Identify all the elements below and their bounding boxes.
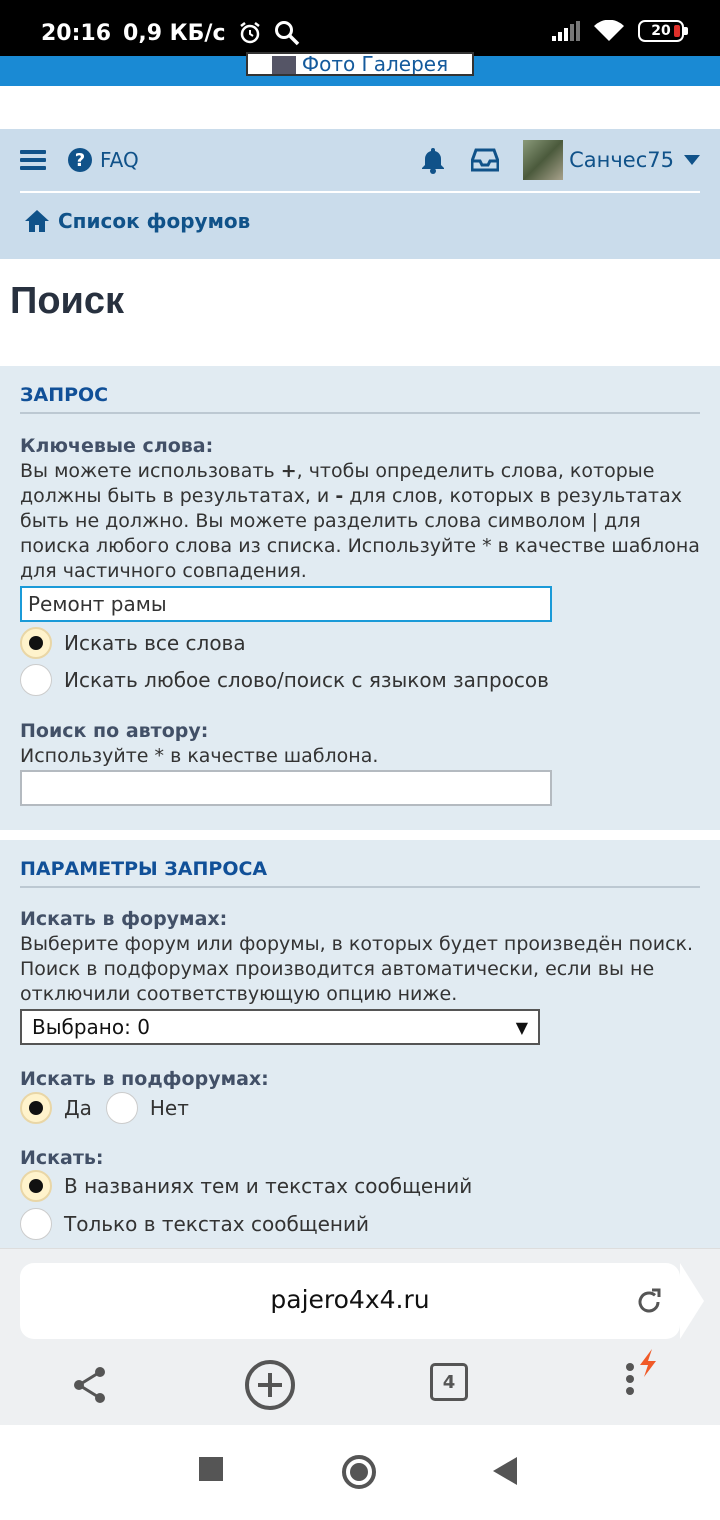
tabs-count: 4 <box>430 1363 468 1401</box>
radio-any-word-label: Искать любое слово/поиск с языком запросов <box>64 668 549 692</box>
back-icon[interactable] <box>493 1457 517 1489</box>
home-icon <box>24 209 50 233</box>
inbox-icon[interactable] <box>471 148 499 172</box>
radio-all-words[interactable] <box>20 627 246 659</box>
chevron-down-icon[interactable] <box>684 155 700 165</box>
status-speed: 0,9 КБ/с <box>123 20 226 46</box>
subforums-yes-radio[interactable] <box>20 1092 52 1124</box>
author-label: Поиск по автору: <box>20 720 209 742</box>
radio-all-words-button[interactable] <box>20 627 52 659</box>
subforums-no-radio[interactable] <box>106 1092 138 1124</box>
forums-select-value: Выбрано: 0 <box>32 1015 150 1039</box>
site-banner <box>0 52 720 86</box>
select-arrow-icon: ▼ <box>515 1017 528 1037</box>
more-menu-icon[interactable] <box>620 1347 664 1407</box>
breadcrumb-forums-link[interactable]: Список форумов <box>58 209 251 233</box>
address-bar-url[interactable]: pajero4x4.ru <box>270 1285 430 1314</box>
faq-link[interactable]: FAQ <box>100 148 139 172</box>
query-params-panel <box>0 840 720 1250</box>
page-title: Поиск <box>10 280 125 322</box>
radio-all-words-label: Искать все слова <box>64 631 246 655</box>
tabs-button[interactable] <box>430 1363 468 1401</box>
radio-any-word[interactable] <box>20 664 549 696</box>
radio-titles-and-texts-button[interactable] <box>20 1170 52 1202</box>
photo-gallery-label: Фото Галерея <box>301 52 449 76</box>
forums-description: Выберите форум или форумы, в которых будет произведён поиск. Поиск в подфорумах производится автоматически, если вы не отключили соответствующую опцию ниже. <box>20 933 694 1005</box>
author-input[interactable] <box>20 770 552 806</box>
avatar[interactable] <box>523 140 563 180</box>
keywords-description: Вы можете использовать +, чтобы определить слова, которые должны быть в результатах, и - для слов, которых в результатах быть не должно. Вы можете разделить слова символом | для поиска любого слова из списка. Используйте * в качестве шаблона для частичного совпадения. <box>20 460 700 582</box>
reload-icon[interactable] <box>634 1287 664 1317</box>
radio-texts-only[interactable] <box>20 1208 369 1240</box>
author-description: Используйте * в качестве шаблона. <box>20 745 379 767</box>
battery-indicator <box>638 20 684 42</box>
recent-apps-icon[interactable] <box>199 1457 223 1485</box>
photo-gallery-link[interactable] <box>246 52 474 76</box>
radio-titles-and-texts-label: В названиях тем и текстах сообщений <box>64 1174 473 1198</box>
search-status-icon <box>274 20 300 46</box>
query-panel <box>0 366 720 830</box>
browser-toolbar <box>0 1248 720 1425</box>
radio-texts-only-button[interactable] <box>20 1208 52 1240</box>
share-icon[interactable] <box>72 1365 108 1405</box>
forums-select[interactable] <box>20 1009 540 1045</box>
subforums-options <box>20 1092 189 1124</box>
wifi-icon <box>594 20 624 42</box>
radio-any-word-button[interactable] <box>20 664 52 696</box>
subforums-no-label: Нет <box>149 1096 189 1120</box>
keywords-label: Ключевые слова: <box>20 435 214 457</box>
battery-level: 20 <box>651 23 671 39</box>
signal-icon <box>552 21 580 41</box>
search-in-label: Искать: <box>20 1147 104 1169</box>
keywords-input[interactable] <box>20 586 552 622</box>
status-time: 20:16 <box>41 20 112 46</box>
radio-titles-and-texts[interactable] <box>20 1170 472 1202</box>
query-heading: ЗАПРОС <box>20 384 700 414</box>
radio-texts-only-label: Только в текстах сообщений <box>64 1212 369 1236</box>
system-navigation-bar <box>0 1425 720 1520</box>
params-heading: ПАРАМЕТРЫ ЗАПРОСА <box>20 858 700 888</box>
alarm-icon <box>238 21 262 45</box>
subforums-yes-label: Да <box>64 1096 92 1120</box>
menu-icon[interactable] <box>20 150 46 170</box>
subforums-label: Искать в подфорумах: <box>20 1068 269 1090</box>
forum-navbar <box>0 129 720 259</box>
camera-icon <box>272 56 296 74</box>
new-tab-icon[interactable] <box>244 1359 296 1411</box>
bell-icon[interactable] <box>419 146 447 174</box>
home-button-icon[interactable] <box>341 1454 377 1494</box>
username[interactable]: Санчес75 <box>569 148 674 172</box>
status-bar <box>0 0 720 56</box>
question-icon[interactable]: ? <box>68 148 92 172</box>
forums-label: Искать в форумах: <box>20 908 228 930</box>
address-bar[interactable] <box>20 1263 680 1339</box>
